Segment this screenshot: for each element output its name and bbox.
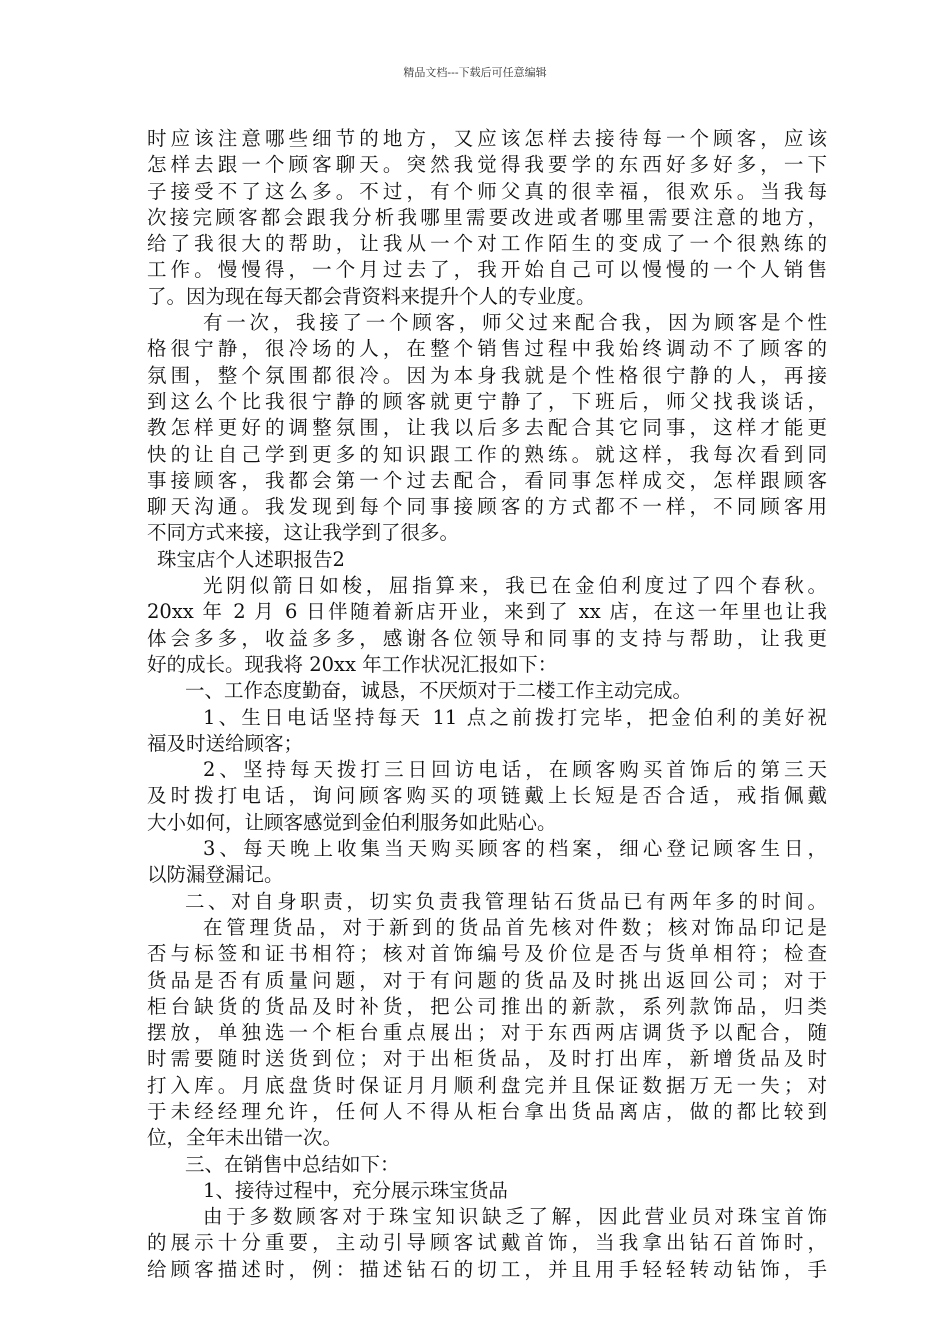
text-line: 给了我很大的帮助，让我从一个对工作陌生的变成了一个很熟练的 <box>147 232 827 256</box>
text-line: 货品是否有质量问题，对于有问题的货品及时挑出返回公司；对于 <box>147 968 827 992</box>
text-line: 好的成长。现我将 20xx 年工作状况汇报如下： <box>147 652 558 676</box>
text-line: 三、在销售中总结如下： <box>185 1152 400 1176</box>
text-line: 时应该注意哪些细节的地方，又应该怎样去接待每一个顾客，应该 <box>147 127 827 150</box>
text-line: 事接顾客，我都会第一个过去配合，看同事怎样成交，怎样跟顾客 <box>147 468 827 492</box>
text-line: 20xx 年 2 月 6 日伴随着新店开业，来到了 xx 店，在这一年里也让我 <box>147 600 827 624</box>
text-line: 大小如何，让顾客感觉到金伯利服务如此贴心。 <box>147 810 557 834</box>
text-line: 的展示十分重要，主动引导顾客试戴首饰，当我拿出钻石首饰时， <box>147 1231 827 1255</box>
text-line: 以防漏登漏记。 <box>147 863 284 887</box>
text-line: 了。因为现在每天都会背资料来提升个人的专业度。 <box>147 284 596 308</box>
text-line: 不同方式来接，这让我学到了很多。 <box>147 521 460 545</box>
text-line: 2、坚持每天拨打三日回访电话，在顾客购买首饰后的第三天 <box>203 758 827 782</box>
text-line: 1、生日电话坚持每天 11 点之前拨打完毕，把金伯利的美好祝 <box>203 705 827 729</box>
text-line: 3、每天晚上收集当天购买顾客的档案，细心登记顾客生日， <box>203 837 827 861</box>
text-line: 否与标签和证书相符；核对首饰编号及价位是否与货单相符；检查 <box>147 942 827 966</box>
text-line: 及时拨打电话，询问顾客购买的项链戴上长短是否合适，戒指佩戴 <box>147 784 827 808</box>
text-line: 由于多数顾客对于珠宝知识缺乏了解，因此营业员对珠宝首饰 <box>203 1205 827 1229</box>
text-line: 柜台缺货的货品及时补货，把公司推出的新款，系列款饰品，归类 <box>147 994 827 1018</box>
text-line: 打入库。月底盘货时保证月月顺利盘完并且保证数据万无一失；对 <box>147 1073 827 1097</box>
text-line: 位，全年未出错一次。 <box>147 1126 343 1150</box>
text-line: 在管理货品，对于新到的货品首先核对件数；核对饰品印记是 <box>203 915 827 939</box>
text-line: 聊天沟通。我发现到每个同事接顾客的方式都不一样，不同顾客用 <box>147 495 827 519</box>
document-body <box>147 126 827 1283</box>
text-line: 体会多多，收益多多，感谢各位领导和同事的支持与帮助，让我更 <box>147 626 827 650</box>
text-line: 二、对自身职责，切实负责我管理钻石货品已有两年多的时间。 <box>185 889 827 913</box>
text-line: 工作。慢慢得，一个月过去了，我开始自己可以慢慢的一个人销售 <box>147 258 827 282</box>
text-line: 一、工作态度勤奋，诚恳，不厌烦对于二楼工作主动完成。 <box>185 679 693 703</box>
text-line: 快的让自己学到更多的知识跟工作的熟练。就这样，我每次看到同 <box>147 442 827 466</box>
text-line: 于未经经理允许，任何人不得从柜台拿出货品离店，做的都比较到 <box>147 1099 827 1123</box>
text-line: 到这么个比我很宁静的顾客就更宁静了，下班后，师父找我谈话， <box>147 389 827 413</box>
text-line: 福及时送给顾客； <box>147 731 304 755</box>
text-line: 有一次，我接了一个顾客，师父过来配合我，因为顾客是个性 <box>203 311 827 335</box>
text-line: 教怎样更好的调整氛围，让我以后多去配合其它同事，这样才能更 <box>147 416 827 440</box>
text-line: 次接完顾客都会跟我分析我哪里需要改进或者哪里需要注意的地方， <box>147 205 827 229</box>
text-line: 摆放，单独选一个柜台重点展出；对于东西两店调货予以配合，随 <box>147 1021 827 1045</box>
text-line: 光阴似箭日如梭，屈指算来，我已在金伯利度过了四个春秋。 <box>203 574 827 598</box>
text-line: 1、接待过程中，充分展示珠宝货品 <box>203 1178 508 1202</box>
text-line: 怎样去跟一个顾客聊天。突然我觉得我要学的东西好多好多，一下 <box>147 153 827 177</box>
text-line: 氛围，整个氛围都很冷。因为本身我就是个性格很宁静的人，再接 <box>147 363 827 387</box>
text-line: 格很宁静，很冷场的人，在整个销售过程中我始终调动不了顾客的 <box>147 337 827 361</box>
text-line: 珠宝店个人述职报告2 <box>157 547 345 571</box>
text-line: 时需要随时送货到位；对于出柜货品，及时打出库，新增货品及时 <box>147 1047 827 1071</box>
text-line: 子接受不了这么多。不过，有个师父真的很幸福，很欢乐。当我每 <box>147 179 827 203</box>
text-line: 给顾客描述时，例：描述钻石的切工，并且用手轻轻转动钻饰，手 <box>147 1257 827 1281</box>
page-header: 精品文档---下载后可任意编辑 <box>403 66 547 79</box>
